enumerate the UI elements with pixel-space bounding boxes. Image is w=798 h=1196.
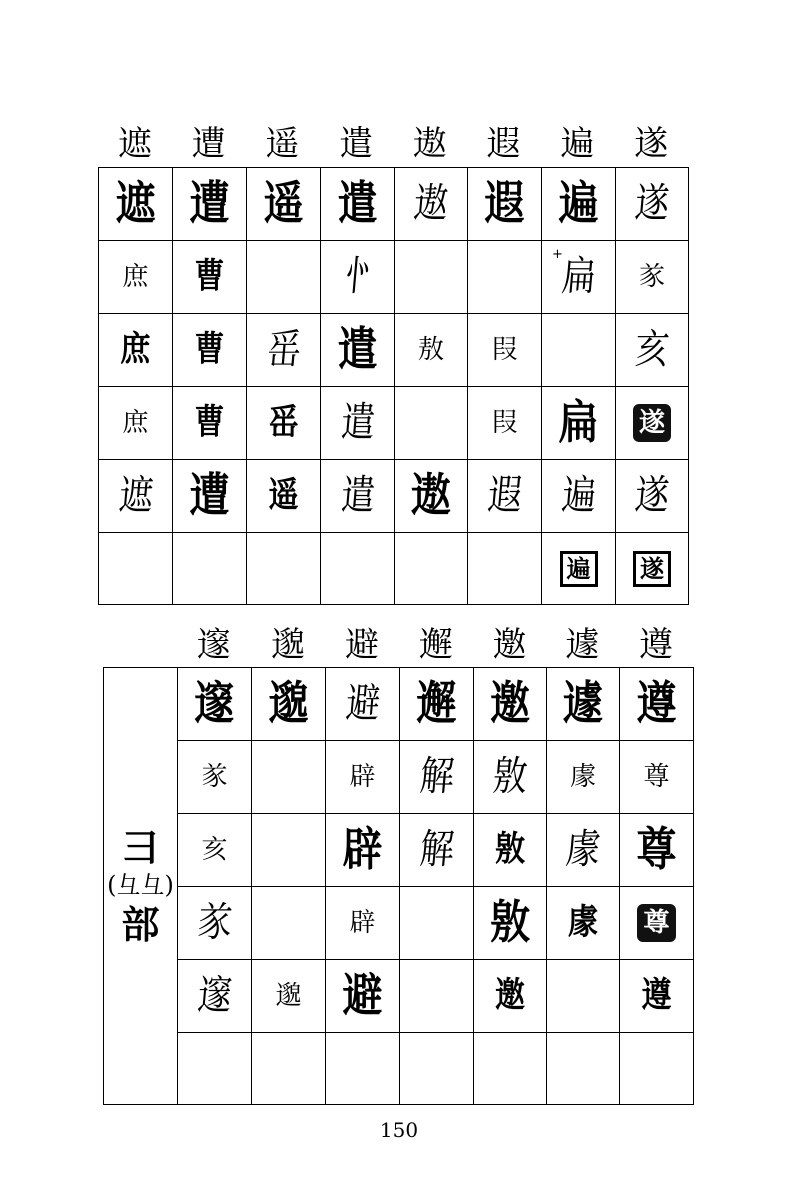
glyph-cell <box>252 741 326 814</box>
glyph-cell <box>178 960 252 1033</box>
glyph-cell <box>173 241 247 314</box>
seal-glyph: 㒸 <box>195 899 234 947</box>
seal-glyph: 豦 <box>568 902 598 943</box>
seal-glyph: 遂 <box>633 404 671 442</box>
table-row <box>99 387 689 460</box>
glyph-cell <box>547 741 620 814</box>
seal-glyph: 避 <box>343 680 382 728</box>
glyph-cell <box>178 741 252 814</box>
glyph-cell <box>321 533 395 605</box>
glyph-cell <box>321 460 395 533</box>
radical-sub: (彑彑) <box>107 871 174 900</box>
glyph-cell <box>252 887 326 960</box>
glyph-cell <box>620 1033 694 1105</box>
lower-header-char: 邀 <box>492 625 527 665</box>
table-row <box>99 314 689 387</box>
glyph-cell <box>395 533 468 605</box>
glyph-cell <box>400 668 474 741</box>
glyph-cell <box>468 533 542 605</box>
glyph-cell <box>178 668 252 741</box>
glyph-cell <box>395 460 468 533</box>
upper-header-char: 遨 <box>412 124 447 164</box>
table-row <box>104 960 694 1033</box>
radical-main: 彐 <box>121 824 160 870</box>
seal-glyph: 邃 <box>195 972 234 1020</box>
glyph-cell <box>178 887 252 960</box>
upper-glyph-table <box>98 167 689 605</box>
glyph-cell <box>547 814 620 887</box>
glyph-cell <box>474 887 547 960</box>
seal-glyph: 遭 <box>189 176 230 231</box>
seal-glyph: 遮 <box>115 176 156 231</box>
glyph-cell <box>616 533 689 605</box>
glyph-cell <box>468 460 542 533</box>
seal-glyph: 遥 <box>268 475 299 516</box>
glyph-cell <box>547 1033 620 1105</box>
seal-glyph: 遣 <box>338 472 377 520</box>
glyph-cell <box>468 314 542 387</box>
seal-glyph: 邈 <box>268 676 309 731</box>
upper-header-char: 遥 <box>265 124 300 164</box>
glyph-cell <box>99 533 173 605</box>
glyph-cell <box>247 314 321 387</box>
glyph-cell <box>326 960 400 1033</box>
seal-glyph: 庶 <box>122 408 149 438</box>
glyph-cell <box>620 887 694 960</box>
seal-glyph: 䍃 <box>264 326 303 374</box>
table-row <box>99 460 689 533</box>
page-number: 150 <box>379 1118 419 1142</box>
glyph-cell <box>247 168 321 241</box>
seal-glyph: 敫 <box>490 895 530 950</box>
seal-glyph: 遐 <box>485 472 524 520</box>
upper-header-char: 遮 <box>117 124 152 164</box>
glyph-cell <box>542 314 616 387</box>
glyph-cell <box>616 314 689 387</box>
table-row <box>99 533 689 605</box>
glyph-cell <box>99 241 173 314</box>
seal-glyph: 避 <box>342 968 383 1023</box>
lower-header-row <box>177 616 693 668</box>
upper-header-char: 遣 <box>339 124 374 164</box>
glyph-cell <box>252 814 326 887</box>
glyph-cell <box>99 314 173 387</box>
glyph-cell <box>178 1033 252 1105</box>
seal-glyph: 曹 <box>194 329 225 370</box>
glyph-cell <box>326 887 400 960</box>
seal-glyph: 叚 <box>491 335 518 365</box>
glyph-cell <box>178 814 252 887</box>
glyph-cell <box>173 460 247 533</box>
glyph-cell <box>616 387 689 460</box>
glyph-cell <box>542 387 616 460</box>
seal-glyph: 曹 <box>194 256 225 297</box>
seal-glyph: 邈 <box>275 981 302 1011</box>
glyph-cell <box>321 387 395 460</box>
seal-glyph: 遂 <box>633 551 671 587</box>
seal-glyph: 辟 <box>349 908 376 938</box>
upper-header-char: 遍 <box>560 124 595 164</box>
seal-glyph: 亥 <box>201 835 228 865</box>
glyph-cell <box>252 668 326 741</box>
glyph-cell <box>400 741 474 814</box>
glyph-cell <box>474 741 547 814</box>
glyph-cell <box>99 387 173 460</box>
table-row <box>104 1033 694 1105</box>
upper-header-row <box>98 115 688 167</box>
seal-glyph: 遵 <box>641 975 672 1016</box>
seal-glyph: 遨 <box>411 180 451 228</box>
glyph-cell <box>547 668 620 741</box>
seal-glyph: 庶 <box>122 262 149 292</box>
seal-glyph: 遥 <box>263 176 304 231</box>
table-row <box>104 814 694 887</box>
glyph-cell <box>616 168 689 241</box>
glyph-cell <box>99 168 173 241</box>
glyph-cell <box>468 241 542 314</box>
glyph-cell <box>542 168 616 241</box>
seal-glyph: 遍 <box>559 472 598 520</box>
seal-glyph: 扁 <box>558 395 599 450</box>
seal-glyph: 遭 <box>189 468 230 523</box>
glyph-cell <box>547 887 620 960</box>
lower-header-char: 邂 <box>419 625 453 665</box>
seal-glyph: 解 <box>417 826 456 874</box>
seal-glyph: 敖 <box>417 335 444 365</box>
seal-glyph: 遂 <box>632 472 672 520</box>
seal-glyph: 尊 <box>643 762 670 792</box>
glyph-cell <box>395 241 468 314</box>
upper-header-char: 遐 <box>486 124 521 164</box>
plus-mark-icon: + <box>552 247 563 262</box>
seal-glyph: 豦 <box>563 826 603 874</box>
seal-glyph: 豦 <box>569 762 596 792</box>
seal-glyph: 㣺 <box>338 253 377 301</box>
table-row <box>104 887 694 960</box>
table-row <box>104 741 694 814</box>
glyph-cell <box>616 460 689 533</box>
seal-glyph: 遨 <box>411 468 451 523</box>
seal-glyph: 尊 <box>636 822 677 877</box>
glyph-cell <box>474 814 547 887</box>
seal-glyph: 尊 <box>637 904 675 942</box>
table-row <box>99 168 689 241</box>
glyph-cell <box>468 168 542 241</box>
seal-glyph: 邀 <box>495 975 525 1016</box>
glyph-cell <box>173 314 247 387</box>
seal-glyph: 遮 <box>116 472 155 520</box>
seal-glyph: 庶 <box>120 329 151 370</box>
glyph-cell <box>400 814 474 887</box>
glyph-cell <box>542 241 616 314</box>
seal-glyph: 遐 <box>484 176 525 231</box>
glyph-cell <box>173 533 247 605</box>
glyph-cell <box>620 814 694 887</box>
seal-glyph: 邀 <box>490 676 530 731</box>
seal-glyph: 遍 <box>558 176 599 231</box>
seal-glyph: 辟 <box>342 822 383 877</box>
glyph-cell <box>395 168 468 241</box>
glyph-cell <box>326 668 400 741</box>
seal-glyph: 遵 <box>636 676 677 731</box>
glyph-cell <box>247 241 321 314</box>
lower-header-char: 避 <box>345 625 379 665</box>
lower-header-char: 遽 <box>565 625 600 665</box>
seal-glyph: 扁 <box>559 253 598 301</box>
glyph-cell <box>247 387 321 460</box>
glyph-cell <box>321 314 395 387</box>
seal-glyph: 叚 <box>491 408 518 438</box>
glyph-cell <box>474 668 547 741</box>
seal-glyph: 遣 <box>337 176 378 231</box>
glyph-cell <box>99 460 173 533</box>
seal-glyph: 䍃 <box>268 402 299 443</box>
glyph-cell <box>547 960 620 1033</box>
seal-glyph: 邂 <box>416 676 457 731</box>
seal-glyph: 辟 <box>349 762 376 792</box>
seal-glyph: 遣 <box>337 322 378 377</box>
lower-header-char: 遵 <box>639 625 673 665</box>
glyph-cell <box>173 168 247 241</box>
upper-header-char: 遂 <box>634 124 669 164</box>
seal-glyph: 亥 <box>632 326 672 374</box>
seal-glyph: 敫 <box>490 753 530 801</box>
radical-suffix: 部 <box>121 901 160 947</box>
seal-glyph: 敫 <box>495 829 525 870</box>
glyph-cell <box>247 533 321 605</box>
glyph-cell <box>620 741 694 814</box>
seal-glyph: 㒸 <box>638 262 665 292</box>
glyph-cell <box>326 814 400 887</box>
glyph-cell <box>395 314 468 387</box>
glyph-cell <box>542 460 616 533</box>
glyph-cell <box>474 1033 547 1105</box>
glyph-cell <box>247 460 321 533</box>
glyph-cell <box>252 1033 326 1105</box>
glyph-cell <box>395 387 468 460</box>
glyph-cell <box>173 387 247 460</box>
glyph-cell <box>620 960 694 1033</box>
glyph-cell <box>400 887 474 960</box>
glyph-cell <box>620 668 694 741</box>
seal-glyph: 曹 <box>194 402 225 443</box>
glyph-cell <box>400 1033 474 1105</box>
seal-glyph: 㒸 <box>201 762 228 792</box>
glyph-cell <box>321 168 395 241</box>
glyph-cell <box>616 241 689 314</box>
glyph-cell <box>468 387 542 460</box>
seal-glyph: 遣 <box>338 399 377 447</box>
lower-header-char: 邃 <box>197 625 231 665</box>
glyph-cell <box>474 960 547 1033</box>
glyph-cell <box>400 960 474 1033</box>
lower-header-char: 邈 <box>271 625 305 665</box>
glyph-cell <box>326 741 400 814</box>
upper-header-char: 遭 <box>191 124 226 164</box>
glyph-cell <box>542 533 616 605</box>
radical-label <box>104 824 177 947</box>
seal-glyph: 遍 <box>560 551 598 587</box>
seal-glyph: 遽 <box>563 676 603 731</box>
glyph-cell <box>252 960 326 1033</box>
seal-glyph: 遂 <box>632 180 672 228</box>
table-row <box>104 668 694 741</box>
lower-glyph-table <box>103 667 694 1105</box>
glyph-cell <box>321 241 395 314</box>
glyph-cell <box>326 1033 400 1105</box>
radical-label-cell <box>104 668 178 1105</box>
seal-glyph: 解 <box>417 753 456 801</box>
table-row <box>99 241 689 314</box>
seal-glyph: 邃 <box>194 676 235 731</box>
